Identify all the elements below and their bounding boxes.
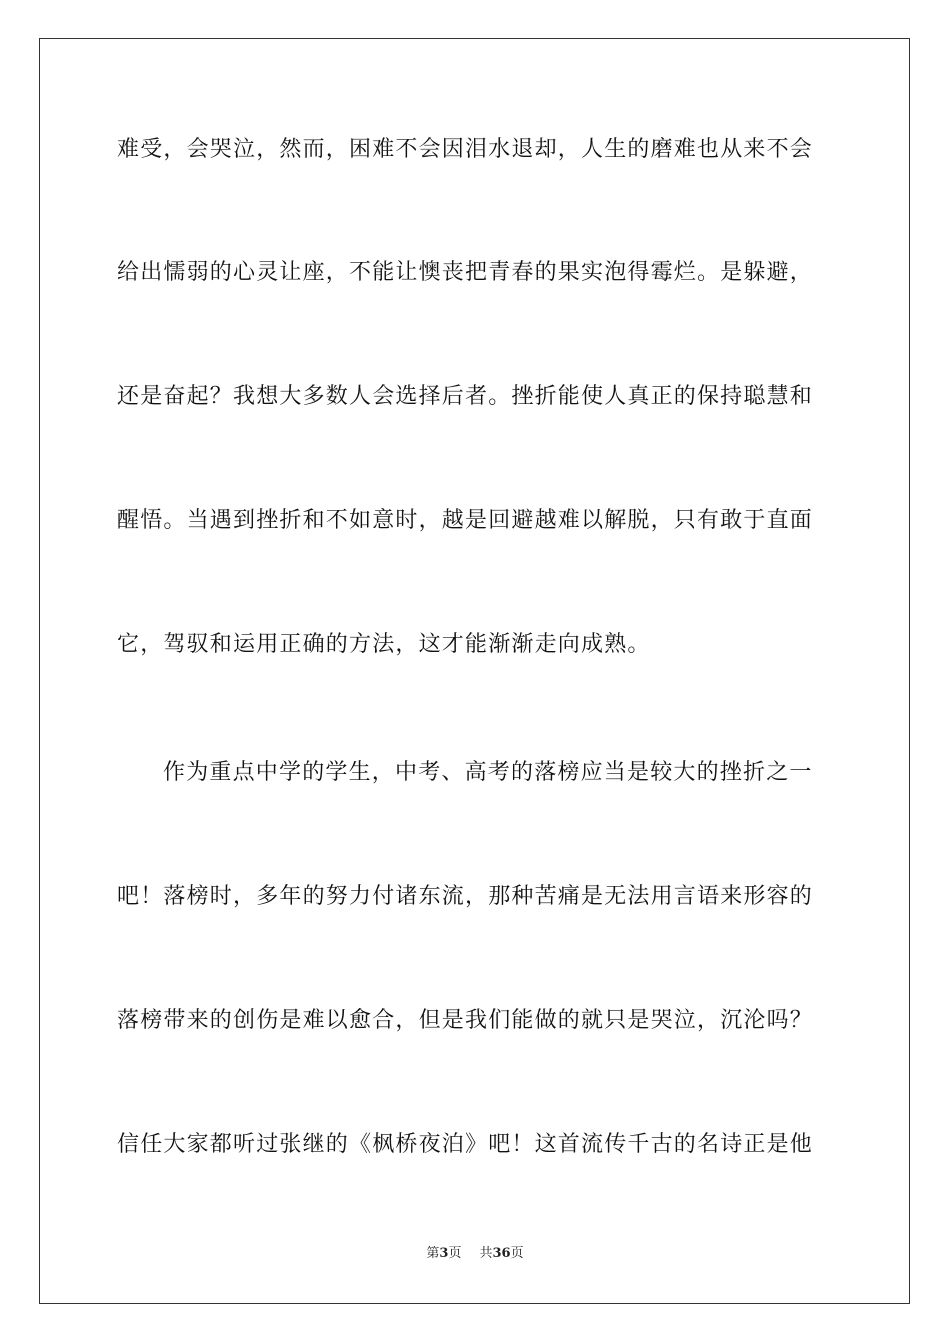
page-number: 3 <box>439 1246 449 1261</box>
total-prefix: 共 <box>479 1246 493 1261</box>
body-text-line: 它，驾驭和运用正确的方法，这才能渐渐走向成熟。 <box>117 632 651 657</box>
body-text-line: 吧！落榜时，多年的努力付诸东流，那种苦痛是无法用言语来形容的 <box>117 884 814 909</box>
total-pages: 36 <box>492 1246 511 1261</box>
page-prefix: 第 <box>426 1246 440 1261</box>
body-text-line: 还是奋起？我想大多数人会选择后者。挫折能使人真正的保持聪慧和 <box>117 384 814 409</box>
page-border <box>39 38 910 1304</box>
page-footer <box>0 1245 950 1263</box>
body-text-line: 信任大家都听过张继的《枫桥夜泊》吧！这首流传千古的名诗正是他 <box>117 1132 814 1157</box>
total-suffix: 页 <box>510 1246 524 1261</box>
paragraph-first-line: 作为重点中学的学生，中考、高考的落榜应当是较大的挫折之一 <box>163 760 813 785</box>
body-text-line: 醒悟。当遇到挫折和不如意时，越是回避越难以解脱，只有敢于直面 <box>117 508 814 533</box>
body-text-line: 落榜带来的创伤是难以愈合，但是我们能做的就只是哭泣，沉沦吗？ <box>117 1008 814 1033</box>
body-text-line: 难受，会哭泣，然而，困难不会因泪水退却，人生的磨难也从来不会 <box>117 137 814 162</box>
page-suffix: 页 <box>448 1246 462 1261</box>
body-text-line: 给出懦弱的心灵让座，不能让懊丧把青春的果实泡得霉烂。是躲避， <box>117 260 814 285</box>
